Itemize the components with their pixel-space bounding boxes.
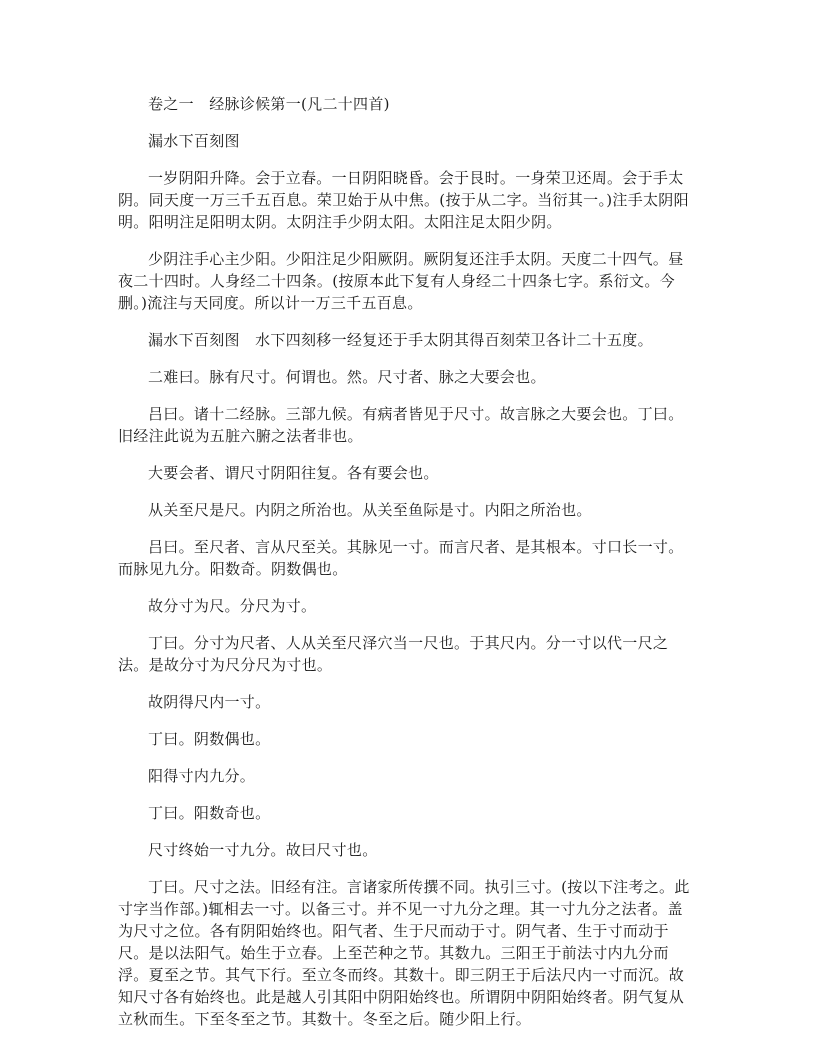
figure-caption: 漏水下百刻图 水下四刻移一经复还于手太阴其得百刻荣卫各计二十五度。 [148,331,653,349]
body-paragraph: 丁曰。阳数奇也。 [148,804,271,822]
figure-title: 漏水下百刻图 [148,132,240,150]
body-paragraph: 一岁阴阳升降。会于立春。一日阴阳晓昏。会于艮时。一身荣卫还周。会于手太阴。同天度一万三千五百息。荣卫始于从中焦。(按于从二字。当衍其一。)注手太阴阳明。阳明注足阳明太阴。太阴注手少阴太阳。太阳注足太阳少阴。 [118,169,689,231]
body-paragraph: 大要会者、谓尺寸阴阳往复。各有要会也。 [148,464,439,482]
body-paragraph: 故阴得尺内一寸。 [148,693,271,711]
body-paragraph: 故分寸为尺。分尺为寸。 [148,597,317,615]
body-paragraph: 少阴注手心主少阳。少阳注足少阳厥阴。厥阴复还注手太阴。天度二十四气。昼夜二十四时。人身经二十四条。(按原本此下复有人身经二十四条七字。系衍文。今删。)流注与天同度。所以计一万三千五百息。 [118,250,684,312]
body-paragraph: 丁曰。分寸为尺者、人从关至尺泽穴当一尺也。于其尺内。分一寸以代一尺之法。是故分寸为尺分尺为寸也。 [118,634,669,674]
body-paragraph: 尺寸终始一寸九分。故曰尺寸也。 [148,841,378,859]
body-paragraph: 吕曰。至尺者、言从尺至关。其脉见一寸。而言尺者、是其根本。寸口长一寸。而脉见九分。阳数奇。阴数偶也。 [118,538,684,578]
body-paragraph: 丁曰。阴数偶也。 [148,730,271,748]
body-paragraph: 二难曰。脉有尺寸。何谓也。然。尺寸者、脉之大要会也。 [148,368,546,386]
body-paragraph: 丁曰。尺寸之法。旧经有注。言诸家所传撰不同。执引三寸。(按以下注考之。此寸字当作部。)辄相去一寸。以备三寸。并不见一寸九分之理。其一寸九分之法者。盖为尺寸之位。各有阴阳始终也。阳气者、生于尺而动于寸。阴气者、生于寸而动于尺。是以法阳气。始生于立春。上至芒种之节。其数九。三阳王于前法寸内九分而浮。夏至之节。其气下行。至立冬而终。其数十。即三阴王于后法尺内一寸而沉。故知尺寸各有始终也。此是越人引其阳中阴阳始终也。所谓阴中阴阳始终者。阴气复从立秋而生。下至冬至之节。其数十。冬至之后。随少阳上行。 [118,878,690,1028]
document-page [118,93,698,1045]
body-paragraph: 从关至尺是尺。内阴之所治也。从关至鱼际是寸。内阳之所治也。 [148,501,592,519]
body-paragraph: 吕曰。诸十二经脉。三部九候。有病者皆见于尺寸。故言脉之大要会也。丁曰。旧经注此说为五脏六腑之法者非也。 [118,405,684,445]
body-paragraph: 阳得寸内九分。 [148,767,256,785]
chapter-heading: 卷之一 经脉诊候第一(凡二十四首) [148,95,390,113]
